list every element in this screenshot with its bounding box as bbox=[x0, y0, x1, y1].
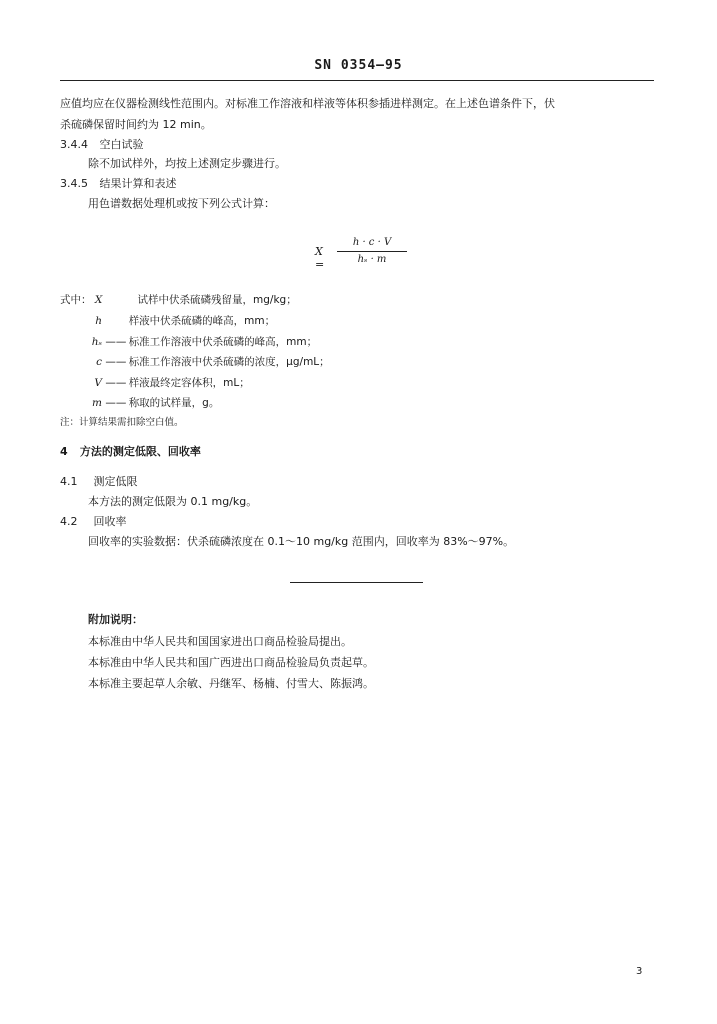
variable-symbol: hₛ bbox=[91, 336, 102, 348]
section-3-4-5-heading bbox=[60, 177, 177, 191]
formula-numerator: h · c · V bbox=[352, 237, 392, 248]
variable-separator: —— bbox=[105, 336, 127, 348]
section-number: 3.4.4 bbox=[60, 138, 88, 151]
variable-description: 试样中伏杀硫磷残留量，mg/kg； bbox=[137, 294, 297, 306]
standard-code: SN 0354—95 bbox=[314, 58, 403, 73]
variable-row bbox=[80, 355, 330, 369]
section-title: 方法的测定低限、回收率 bbox=[79, 445, 201, 458]
variable-description: 称取的试样量，g。 bbox=[128, 397, 220, 409]
paragraph-line: 应值均应在仪器检测线性范围内。对标准工作溶液和样液等体积参插进样测定。在上述色谱条件下，伏 bbox=[60, 97, 555, 110]
section-divider bbox=[290, 582, 423, 583]
appendix-line: 本标准由中华人民共和国广西进出口商品检验局负责起草。 bbox=[88, 656, 374, 669]
variable-symbol: V bbox=[94, 377, 102, 389]
section-text: 本方法的测定低限为 0.1 mg/kg。 bbox=[88, 495, 258, 508]
variable-symbol: X bbox=[94, 294, 103, 306]
paragraph-line: 杀硫磷保留时间约为 12 min。 bbox=[60, 118, 212, 131]
variable-symbol: c bbox=[96, 356, 102, 368]
calculation-note: 注：计算结果需扣除空白值。 bbox=[60, 417, 184, 428]
section-title: 回收率 bbox=[93, 515, 127, 528]
appendix-line: 本标准由中华人民共和国国家进出口商品检验局提出。 bbox=[88, 635, 352, 648]
section-number: 3.4.5 bbox=[60, 177, 88, 190]
section-3-4-4-heading bbox=[60, 138, 144, 152]
section-number: 4.1 bbox=[60, 475, 78, 488]
section-text: 除不加试样外，均按上述测定步骤进行。 bbox=[88, 157, 286, 170]
section-text: 用色谱数据处理机或按下列公式计算： bbox=[88, 197, 275, 210]
fraction-bar bbox=[337, 251, 407, 252]
variable-description: 样液中伏杀硫磷的峰高，mm； bbox=[128, 315, 276, 327]
section-title: 测定低限 bbox=[93, 475, 138, 488]
section-title: 结果计算和表述 bbox=[99, 177, 177, 190]
formula-fraction bbox=[337, 237, 407, 266]
variable-description: 标准工作溶液中伏杀硫磷的峰高，mm； bbox=[128, 336, 318, 348]
header-rule bbox=[60, 80, 654, 81]
variable-symbol: m bbox=[92, 397, 102, 409]
variable-separator: —— bbox=[105, 356, 127, 368]
formula-denominator: hₛ · m bbox=[357, 254, 387, 265]
variable-separator: —— bbox=[105, 377, 127, 389]
section-number: 4.2 bbox=[60, 515, 78, 528]
variable-separator: —— bbox=[105, 397, 127, 409]
variable-row bbox=[80, 314, 275, 328]
variable-description: 样液最终定容体积，mL； bbox=[128, 377, 250, 389]
section-title: 空白试验 bbox=[99, 138, 144, 151]
section-4-1-heading bbox=[60, 475, 138, 489]
variable-symbol: h bbox=[95, 315, 102, 327]
section-number: 4 bbox=[60, 445, 68, 458]
variable-row bbox=[60, 293, 297, 307]
page-number: 3 bbox=[636, 966, 643, 977]
section-4-heading bbox=[60, 445, 201, 459]
section-text: 回收率的实验数据：伏杀硫磷浓度在 0.1～10 mg/kg 范围内，回收率为 83%～97%。 bbox=[88, 535, 515, 548]
appendix-title: 附加说明： bbox=[88, 613, 143, 626]
variable-row bbox=[80, 376, 250, 390]
variable-row bbox=[80, 335, 317, 349]
formula-lhs: X = bbox=[315, 245, 325, 271]
where-lead: 式中： bbox=[60, 294, 92, 306]
section-4-2-heading bbox=[60, 515, 127, 529]
appendix-line: 本标准主要起草人余敏、丹继军、杨楠、付雪大、陈振鸿。 bbox=[88, 677, 374, 690]
variable-description: 标准工作溶液中伏杀硫磷的浓度，μg/mL； bbox=[128, 356, 330, 368]
variable-row bbox=[80, 396, 219, 410]
